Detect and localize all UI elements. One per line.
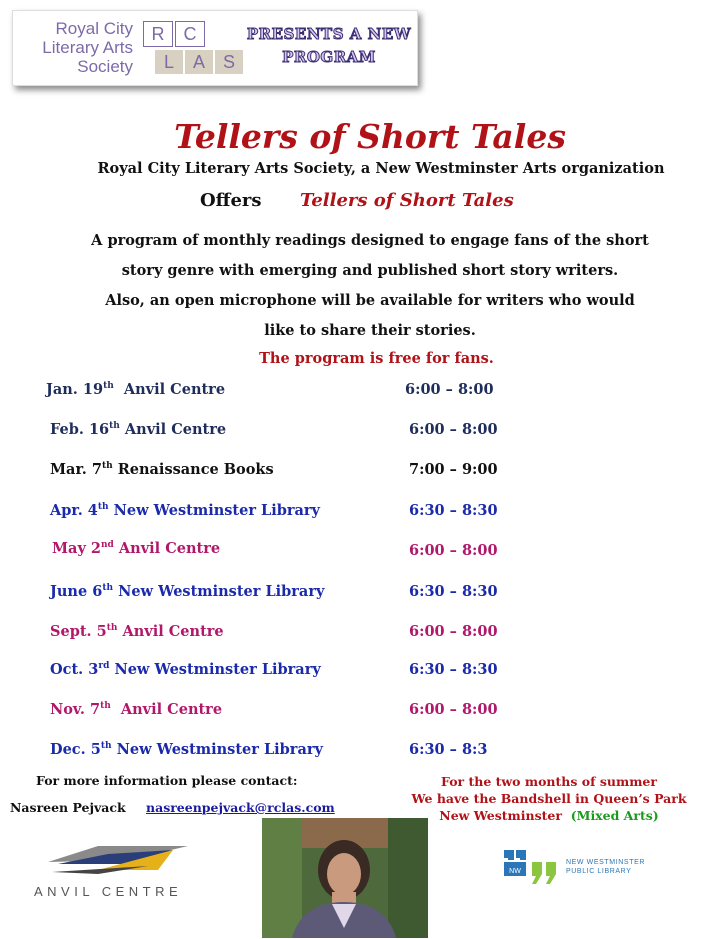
- schedule-date: [50, 502, 320, 519]
- schedule-venue: New Westminster Library: [116, 741, 323, 758]
- free-note: The program is free for fans.: [259, 350, 494, 367]
- rclas-org-name: [23, 19, 133, 76]
- summer-location: New Westminster: [439, 808, 562, 823]
- summer-line: [390, 807, 708, 824]
- schedule-month: Mar. 7: [50, 461, 102, 478]
- schedule-venue: Anvil Centre: [118, 540, 221, 557]
- schedule-time: 6:30 – 8:30: [409, 661, 498, 678]
- schedule-date: [50, 623, 224, 640]
- description-line: story genre with emerging and published short story writers.: [121, 262, 619, 279]
- summer-mixed-arts: (Mixed Arts): [570, 808, 659, 823]
- presents-new-program: [241, 23, 417, 69]
- schedule-suffix: th: [100, 741, 112, 752]
- schedule-date: [46, 381, 225, 398]
- contact-email-link[interactable]: nasreenpejvack@rclas.com: [146, 800, 335, 815]
- rclas-letter: S: [215, 50, 243, 74]
- schedule-date: [50, 583, 324, 600]
- rclas-letter-grid: [141, 19, 239, 75]
- svg-text:NW: NW: [509, 868, 521, 875]
- rclas-letter: R: [143, 21, 173, 47]
- library-name: [566, 858, 645, 876]
- description-line: A program of monthly readings designed to engage fans of the short: [91, 232, 649, 249]
- schedule-suffix: th: [97, 502, 109, 513]
- anvil-centre-label: ANVIL CENTRE: [34, 884, 183, 899]
- schedule-time: 6:00 – 8:00: [409, 542, 498, 559]
- schedule-time: 6:00 – 8:00: [405, 381, 494, 398]
- schedule-suffix: th: [106, 623, 118, 634]
- schedule-month: June 6: [50, 583, 103, 600]
- contact-label: For more information please contact:: [36, 773, 298, 788]
- schedule-suffix: th: [109, 421, 120, 432]
- schedule-venue: Anvil Centre: [120, 701, 223, 718]
- schedule-venue: New Westminster Library: [113, 502, 320, 519]
- speaker-photo: [262, 818, 428, 938]
- rclas-letter: L: [155, 50, 183, 74]
- description-line: like to share their stories.: [264, 322, 476, 339]
- schedule-time: 6:30 – 8:30: [409, 502, 498, 519]
- schedule-month: Dec. 5: [50, 741, 101, 758]
- summer-note: [390, 773, 708, 824]
- schedule-time: 6:00 – 8:00: [409, 421, 498, 438]
- library-name-line: PUBLIC LIBRARY: [566, 868, 632, 875]
- schedule-date: [50, 661, 321, 678]
- schedule-month: Feb. 16: [50, 421, 110, 438]
- schedule-venue: Anvil Centre: [123, 381, 226, 398]
- schedule-month: Apr. 4: [50, 502, 98, 519]
- schedule-date: [50, 741, 323, 758]
- presents-line: PRESENTS A NEW: [246, 25, 412, 43]
- schedule-time: 6:30 – 8:3: [409, 741, 488, 758]
- schedule-month: Nov. 7: [50, 701, 101, 718]
- schedule-venue: Renaissance Books: [117, 461, 274, 478]
- schedule-suffix: th: [101, 461, 113, 472]
- schedule-venue: Anvil Centre: [124, 421, 227, 438]
- anvil-centre-logo-icon: [38, 840, 188, 880]
- library-logo-icon: [502, 846, 566, 892]
- contact-name: Nasreen Pejvack: [10, 800, 126, 815]
- subtitle: Royal City Literary Arts Society, a New Westminster Arts organization: [97, 160, 665, 177]
- schedule-time: 6:30 – 8:30: [409, 583, 498, 600]
- description-line: Also, an open microphone will be available for writers who would: [105, 292, 635, 309]
- offers-program-title: Tellers of Short Tales: [300, 190, 514, 211]
- schedule-suffix: rd: [98, 661, 110, 672]
- schedule-suffix: th: [103, 381, 114, 392]
- program-description: [40, 226, 700, 346]
- schedule-venue: New Westminster Library: [118, 583, 325, 600]
- schedule-month: Sept. 5: [50, 623, 107, 640]
- rclas-letter: A: [185, 50, 213, 74]
- schedule-date: [50, 461, 274, 478]
- summer-line: For the two months of summer: [441, 774, 657, 789]
- schedule-suffix: th: [100, 701, 111, 712]
- schedule-suffix: nd: [101, 540, 114, 551]
- schedule-time: 6:00 – 8:00: [409, 701, 498, 718]
- rclas-header-banner: [12, 10, 418, 86]
- library-name-line: NEW WESTMINSTER: [566, 859, 645, 866]
- offers-label: Offers: [200, 190, 262, 211]
- schedule-date: [52, 540, 220, 557]
- schedule-date: [50, 701, 222, 718]
- org-name-line: Literary Arts: [42, 38, 133, 57]
- schedule-venue: New Westminster Library: [114, 661, 321, 678]
- schedule-suffix: th: [102, 583, 114, 594]
- org-name-line: Society: [77, 57, 133, 76]
- presents-line: PROGRAM: [282, 48, 376, 66]
- schedule-month: Jan. 19: [46, 381, 104, 398]
- schedule-venue: Anvil Centre: [122, 623, 224, 640]
- rclas-letter: C: [175, 21, 205, 47]
- page-title: Tellers of Short Tales: [174, 117, 566, 156]
- schedule-date: [50, 421, 226, 438]
- summer-line: We have the Bandshell in Queen’s Park: [411, 791, 687, 806]
- schedule-time: 7:00 – 9:00: [409, 461, 498, 478]
- schedule-time: 6:00 – 8:00: [409, 623, 498, 640]
- schedule-month: Oct. 3: [50, 661, 99, 678]
- org-name-line: Royal City: [55, 19, 133, 38]
- schedule-month: May 2: [52, 540, 102, 557]
